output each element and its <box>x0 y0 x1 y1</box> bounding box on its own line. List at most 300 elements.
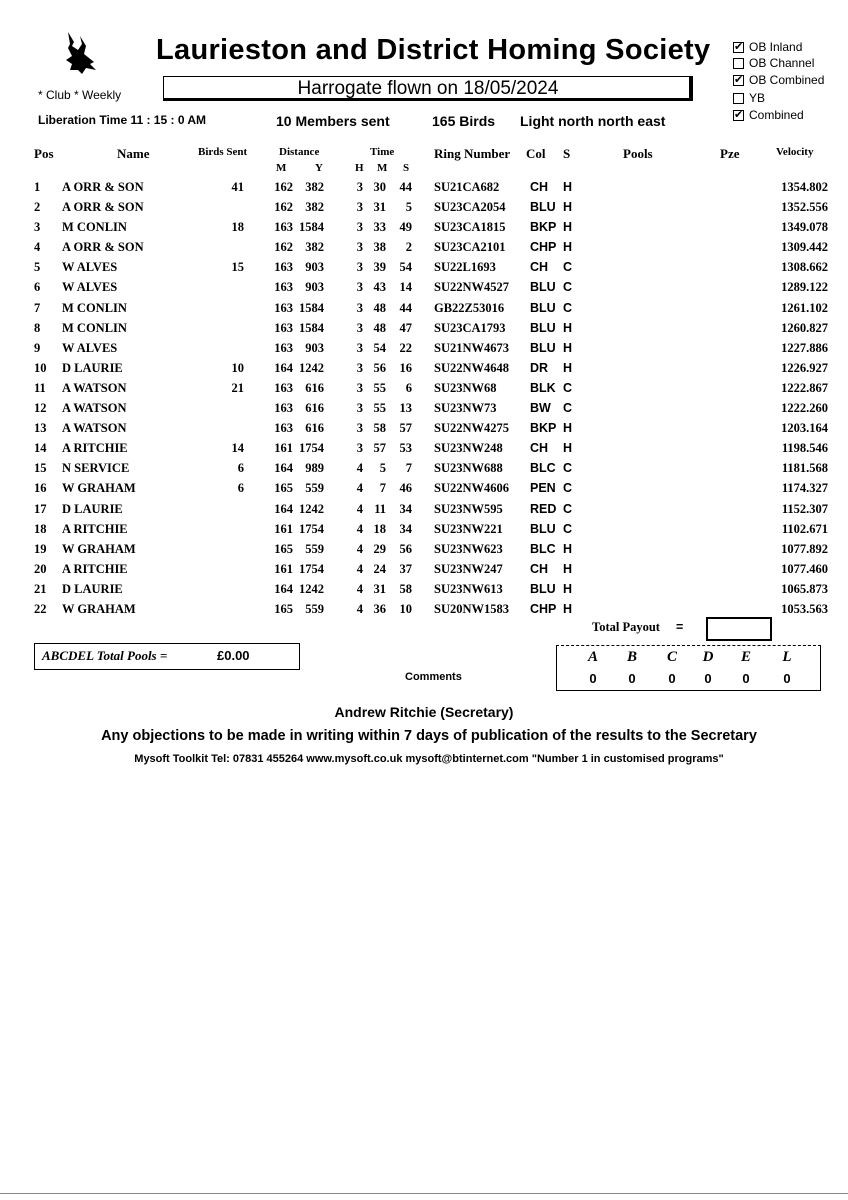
table-row <box>0 178 848 198</box>
row-time-seconds: 53 <box>399 441 412 456</box>
table-row <box>0 419 848 439</box>
table-row <box>0 258 848 278</box>
row-distance-yards: 903 <box>305 280 324 295</box>
row-time-hours: 3 <box>356 280 363 295</box>
pool-letter: B <box>626 649 637 665</box>
row-name: W GRAHAM <box>62 601 136 616</box>
row-time-seconds: 10 <box>399 601 412 616</box>
row-colour: DR <box>530 360 549 375</box>
members-sent: 10 Members sent <box>276 113 390 129</box>
row-name: A ORR & SON <box>62 180 144 194</box>
row-pos: 22 <box>34 601 47 616</box>
row-sex: H <box>563 421 573 436</box>
row-colour: CH <box>530 441 549 456</box>
row-colour: RED <box>530 501 557 516</box>
row-distance-yards: 1584 <box>299 320 324 335</box>
row-time-minutes: 5 <box>379 461 386 476</box>
option-ob-combined[interactable] <box>733 73 824 87</box>
row-sex: C <box>563 380 573 395</box>
row-time-hours: 4 <box>356 481 363 496</box>
row-time-hours: 3 <box>356 320 363 335</box>
row-pos: 1 <box>34 180 41 194</box>
row-distance-yards: 1754 <box>299 561 324 576</box>
row-distance-yards: 382 <box>305 200 324 215</box>
row-distance-yards: 616 <box>305 380 324 395</box>
wind-conditions: Light north north east <box>520 113 666 129</box>
row-time-minutes: 57 <box>373 441 386 456</box>
row-colour: BW <box>530 401 551 416</box>
table-row <box>0 359 848 379</box>
birds-count: 165 Birds <box>432 113 496 129</box>
row-distance-miles: 163 <box>274 320 293 335</box>
col-header-time-h: H <box>355 162 364 174</box>
row-time-minutes: 7 <box>379 481 386 496</box>
row-colour: BLU <box>530 200 556 215</box>
row-pos: 7 <box>34 300 41 315</box>
table-row <box>0 439 848 459</box>
row-distance-miles: 162 <box>274 180 293 194</box>
row-colour: BLU <box>530 280 556 295</box>
page-bottom-rule <box>0 1193 848 1194</box>
row-velocity: 1174.327 <box>781 481 828 496</box>
row-colour: CHP <box>530 601 557 616</box>
row-time-minutes: 29 <box>373 541 386 556</box>
row-velocity: 1308.662 <box>781 260 828 275</box>
option-ob-inland[interactable] <box>733 40 802 54</box>
checkmark-icon: ✔ <box>734 40 744 53</box>
row-velocity: 1227.886 <box>781 340 828 355</box>
row-ring-number: SU23NW247 <box>434 561 503 576</box>
row-name: A RITCHIE <box>62 441 128 456</box>
row-pos: 12 <box>34 401 47 416</box>
row-name: W ALVES <box>62 260 118 275</box>
row-time-seconds: 46 <box>399 481 412 496</box>
row-time-minutes: 48 <box>373 300 386 315</box>
pigeon-logo-icon <box>60 30 102 76</box>
row-sex: C <box>563 481 573 496</box>
row-velocity: 1077.892 <box>781 541 828 556</box>
row-name: A RITCHIE <box>62 561 128 576</box>
pool-letter: E <box>740 649 751 665</box>
row-distance-miles: 163 <box>274 340 293 355</box>
table-row <box>0 479 848 499</box>
row-time-hours: 4 <box>356 601 363 616</box>
row-pos: 20 <box>34 561 47 576</box>
option-ob-channel[interactable] <box>733 56 814 70</box>
row-time-seconds: 58 <box>399 581 412 596</box>
row-colour: BLU <box>530 521 556 536</box>
col-header-distance: Distance <box>279 146 320 158</box>
pool-value: 0 <box>589 671 597 686</box>
row-distance-miles: 164 <box>274 461 293 476</box>
row-ring-number: SU23CA2054 <box>434 200 506 215</box>
row-name: A ORR & SON <box>62 240 144 255</box>
row-sex: H <box>563 220 573 235</box>
row-time-minutes: 39 <box>373 260 386 275</box>
row-sex: H <box>563 200 573 215</box>
table-row <box>0 299 848 319</box>
checkbox-icon[interactable] <box>733 110 744 121</box>
table-row <box>0 218 848 238</box>
row-distance-miles: 163 <box>274 421 293 436</box>
row-colour: CH <box>530 260 549 275</box>
option-label: Combined <box>749 108 804 122</box>
checkbox-icon[interactable] <box>733 58 744 69</box>
total-pools-label: ABCDEL Total Pools = <box>42 648 168 663</box>
col-header-distance-y: Y <box>315 162 323 174</box>
pool-value: 0 <box>668 671 676 686</box>
checkbox-icon[interactable] <box>733 75 744 86</box>
row-time-hours: 3 <box>356 380 363 395</box>
row-time-minutes: 31 <box>373 200 386 215</box>
row-time-minutes: 38 <box>373 240 386 255</box>
table-row <box>0 379 848 399</box>
row-distance-yards: 1584 <box>299 220 324 235</box>
row-velocity: 1053.563 <box>781 601 828 616</box>
row-distance-yards: 382 <box>305 240 324 255</box>
row-pos: 10 <box>34 360 47 375</box>
row-time-minutes: 55 <box>373 380 386 395</box>
checkbox-icon[interactable] <box>733 42 744 53</box>
row-birds-sent: 18 <box>231 220 244 235</box>
table-row <box>0 540 848 560</box>
row-distance-miles: 163 <box>274 220 293 235</box>
row-time-seconds: 56 <box>399 541 412 556</box>
row-distance-yards: 1242 <box>299 360 324 375</box>
club-weekly-label: * Club * Weekly <box>38 88 122 102</box>
page-title: Laurieston and District Homing Society <box>156 34 711 66</box>
row-colour: BLU <box>530 581 556 596</box>
row-time-hours: 3 <box>356 401 363 416</box>
total-payout-box <box>706 617 772 641</box>
row-ring-number: SU23NW73 <box>434 401 497 416</box>
row-pos: 16 <box>34 481 47 496</box>
row-ring-number: SU20NW1583 <box>434 601 510 616</box>
col-header-time-m: M <box>377 162 388 174</box>
row-velocity: 1289.122 <box>781 280 828 295</box>
row-colour: BKP <box>530 421 557 436</box>
row-distance-yards: 559 <box>305 601 324 616</box>
row-ring-number: SU23NW595 <box>434 501 503 516</box>
row-time-hours: 4 <box>356 501 363 516</box>
comments-label: Comments <box>405 671 462 683</box>
option-label: OB Inland <box>749 40 803 54</box>
checkbox-icon[interactable] <box>733 93 744 104</box>
row-time-minutes: 54 <box>373 340 386 355</box>
row-velocity: 1349.078 <box>781 220 828 235</box>
col-header-name: Name <box>117 146 150 161</box>
row-sex: C <box>563 280 573 295</box>
row-birds-sent: 6 <box>237 461 244 476</box>
row-time-seconds: 34 <box>399 501 412 516</box>
table-row <box>0 319 848 339</box>
option-label: OB Channel <box>749 56 815 70</box>
col-header-time-s: S <box>403 162 410 174</box>
row-distance-miles: 163 <box>274 260 293 275</box>
row-colour: CH <box>530 180 549 194</box>
row-time-hours: 3 <box>356 360 363 375</box>
row-time-hours: 3 <box>356 220 363 235</box>
row-name: D LAURIE <box>62 360 123 375</box>
row-sex: C <box>563 501 573 516</box>
row-distance-yards: 616 <box>305 421 324 436</box>
row-sex: C <box>563 300 573 315</box>
pool-value: 0 <box>628 671 636 686</box>
row-pos: 6 <box>34 280 41 295</box>
row-pos: 3 <box>34 220 41 235</box>
results-table <box>0 178 848 620</box>
row-name: M CONLIN <box>62 300 127 315</box>
col-header-birds-sent: Birds Sent <box>198 146 248 158</box>
row-velocity: 1222.867 <box>781 380 828 395</box>
row-colour: CHP <box>530 240 557 255</box>
row-pos: 5 <box>34 260 41 275</box>
option-label: YB <box>749 91 766 105</box>
row-velocity: 1354.802 <box>781 180 828 194</box>
row-name: N SERVICE <box>62 461 130 476</box>
pool-value: 0 <box>742 671 750 686</box>
row-distance-miles: 163 <box>274 380 293 395</box>
row-distance-miles: 164 <box>274 501 293 516</box>
row-time-hours: 3 <box>356 340 363 355</box>
row-pos: 9 <box>34 340 41 355</box>
row-sex: C <box>563 401 573 416</box>
row-distance-miles: 161 <box>274 521 293 536</box>
row-velocity: 1198.546 <box>781 441 828 456</box>
row-ring-number: SU22NW4606 <box>434 481 510 496</box>
table-row <box>0 399 848 419</box>
total-pools-value: £0.00 <box>217 648 250 663</box>
row-ring-number: SU23CA1815 <box>434 220 506 235</box>
col-header-sex: S <box>563 146 571 161</box>
row-time-minutes: 55 <box>373 401 386 416</box>
row-distance-miles: 162 <box>274 240 293 255</box>
row-time-seconds: 37 <box>399 561 412 576</box>
row-distance-yards: 382 <box>305 180 324 194</box>
row-velocity: 1152.307 <box>781 501 828 516</box>
row-ring-number: GB22Z53016 <box>434 300 505 315</box>
row-ring-number: SU23CA2101 <box>434 240 506 255</box>
col-header-time: Time <box>370 146 395 158</box>
row-name: M CONLIN <box>62 320 127 335</box>
row-pos: 2 <box>34 200 41 215</box>
row-sex: H <box>563 541 573 556</box>
row-velocity: 1065.873 <box>781 581 828 596</box>
row-pos: 4 <box>34 240 41 255</box>
row-time-seconds: 7 <box>405 461 412 476</box>
pool-letter: A <box>587 649 598 665</box>
row-distance-yards: 1754 <box>299 441 324 456</box>
table-row <box>0 459 848 479</box>
row-name: W ALVES <box>62 340 118 355</box>
row-time-hours: 3 <box>356 421 363 436</box>
row-colour: BLU <box>530 340 556 355</box>
table-row <box>0 560 848 580</box>
row-time-hours: 4 <box>356 521 363 536</box>
row-time-hours: 3 <box>356 180 363 194</box>
row-sex: H <box>563 601 573 616</box>
row-time-minutes: 31 <box>373 581 386 596</box>
table-row <box>0 198 848 218</box>
col-header-pools: Pools <box>623 146 653 161</box>
row-distance-miles: 161 <box>274 561 293 576</box>
row-velocity: 1181.568 <box>781 461 828 476</box>
row-sex: C <box>563 461 573 476</box>
option-combined[interactable] <box>733 108 804 122</box>
row-time-minutes: 36 <box>373 601 386 616</box>
row-ring-number: SU23NW248 <box>434 441 503 456</box>
option-yb[interactable] <box>733 91 765 105</box>
col-header-pos: Pos <box>34 146 54 161</box>
row-distance-miles: 163 <box>274 401 293 416</box>
row-time-seconds: 13 <box>399 401 412 416</box>
col-header-velocity: Velocity <box>776 146 814 158</box>
row-distance-yards: 989 <box>305 461 324 476</box>
row-pos: 17 <box>34 501 47 516</box>
row-birds-sent: 21 <box>231 380 244 395</box>
row-name: A WATSON <box>62 401 127 416</box>
row-time-seconds: 34 <box>399 521 412 536</box>
row-distance-miles: 164 <box>274 360 293 375</box>
row-distance-miles: 161 <box>274 441 293 456</box>
row-distance-yards: 616 <box>305 401 324 416</box>
row-pos: 11 <box>34 380 46 395</box>
row-ring-number: SU23NW221 <box>434 521 503 536</box>
col-header-pze: Pze <box>720 146 740 161</box>
row-distance-yards: 559 <box>305 481 324 496</box>
table-row <box>0 238 848 258</box>
row-name: W GRAHAM <box>62 481 136 496</box>
row-time-hours: 3 <box>356 441 363 456</box>
table-row <box>0 278 848 298</box>
row-distance-yards: 1242 <box>299 501 324 516</box>
row-velocity: 1352.556 <box>781 200 828 215</box>
row-colour: PEN <box>530 481 556 496</box>
row-time-seconds: 16 <box>399 360 412 375</box>
row-time-hours: 4 <box>356 561 363 576</box>
table-row <box>0 339 848 359</box>
row-colour: BLU <box>530 320 556 335</box>
row-sex: C <box>563 260 573 275</box>
row-colour: BKP <box>530 220 557 235</box>
row-ring-number: SU23NW613 <box>434 581 503 596</box>
row-velocity: 1102.671 <box>781 521 828 536</box>
row-name: W GRAHAM <box>62 541 136 556</box>
row-distance-yards: 1584 <box>299 300 324 315</box>
row-distance-miles: 165 <box>274 541 293 556</box>
row-time-seconds: 5 <box>405 200 412 215</box>
row-distance-yards: 903 <box>305 340 324 355</box>
row-velocity: 1222.260 <box>781 401 828 416</box>
row-sex: H <box>563 340 573 355</box>
row-distance-yards: 903 <box>305 260 324 275</box>
total-payout-label: Total Payout <box>592 620 660 634</box>
row-time-minutes: 48 <box>373 320 386 335</box>
row-sex: H <box>563 360 573 375</box>
col-header-ring: Ring Number <box>434 146 511 161</box>
row-name: A WATSON <box>62 421 127 436</box>
row-time-seconds: 2 <box>405 240 412 255</box>
row-time-hours: 4 <box>356 461 363 476</box>
row-velocity: 1309.442 <box>781 240 828 255</box>
row-time-minutes: 43 <box>373 280 386 295</box>
pool-value: 0 <box>783 671 791 686</box>
row-pos: 8 <box>34 320 41 335</box>
row-time-hours: 4 <box>356 581 363 596</box>
row-ring-number: SU23NW688 <box>434 461 503 476</box>
pool-letter: D <box>702 649 714 665</box>
row-time-minutes: 18 <box>373 521 386 536</box>
row-name: D LAURIE <box>62 501 123 516</box>
checkmark-icon: ✔ <box>734 73 744 86</box>
row-time-minutes: 11 <box>374 501 386 516</box>
row-birds-sent: 14 <box>231 441 244 456</box>
row-sex: H <box>563 180 573 194</box>
row-ring-number: SU23NW623 <box>434 541 503 556</box>
row-velocity: 1261.102 <box>781 300 828 315</box>
row-time-minutes: 30 <box>373 180 386 194</box>
row-time-seconds: 22 <box>399 340 412 355</box>
table-row <box>0 580 848 600</box>
row-distance-miles: 163 <box>274 280 293 295</box>
row-time-seconds: 14 <box>399 280 412 295</box>
row-colour: BLC <box>530 541 556 556</box>
row-name: A ORR & SON <box>62 200 144 215</box>
row-time-hours: 3 <box>356 200 363 215</box>
row-sex: H <box>563 561 573 576</box>
row-velocity: 1226.927 <box>781 360 828 375</box>
row-name: A WATSON <box>62 380 127 395</box>
row-birds-sent: 15 <box>231 260 244 275</box>
row-velocity: 1077.460 <box>781 561 828 576</box>
row-pos: 18 <box>34 521 47 536</box>
row-ring-number: SU23NW68 <box>434 380 497 395</box>
row-distance-yards: 1242 <box>299 581 324 596</box>
row-pos: 21 <box>34 581 47 596</box>
row-time-seconds: 6 <box>405 380 412 395</box>
race-title: Harrogate flown on 18/05/2024 <box>297 78 559 99</box>
row-time-hours: 4 <box>356 541 363 556</box>
col-header-distance-m: M <box>276 162 287 174</box>
row-distance-miles: 164 <box>274 581 293 596</box>
row-time-seconds: 44 <box>399 180 412 194</box>
row-birds-sent: 41 <box>231 180 244 194</box>
pool-letter: C <box>666 649 677 665</box>
row-time-minutes: 58 <box>373 421 386 436</box>
row-name: M CONLIN <box>62 220 127 235</box>
row-ring-number: SU22NW4648 <box>434 360 510 375</box>
row-time-minutes: 33 <box>373 220 386 235</box>
row-sex: H <box>563 320 573 335</box>
row-pos: 19 <box>34 541 47 556</box>
row-birds-sent: 10 <box>231 360 244 375</box>
footer-contact: Mysoft Toolkit Tel: 07831 455264 www.mysoft.co.uk mysoft@btinternet.com "Number 1 in customised programs" <box>134 753 724 765</box>
row-ring-number: SU22NW4275 <box>434 421 510 436</box>
row-colour: BLU <box>530 300 556 315</box>
option-label: OB Combined <box>749 73 825 87</box>
row-sex: H <box>563 581 573 596</box>
row-time-hours: 3 <box>356 300 363 315</box>
objections-notice: Any objections to be made in writing within 7 days of publication of the results to the Secretary <box>101 728 757 744</box>
row-time-seconds: 57 <box>399 421 412 436</box>
row-time-seconds: 44 <box>399 300 412 315</box>
row-time-minutes: 56 <box>373 360 386 375</box>
row-name: D LAURIE <box>62 581 123 596</box>
row-sex: H <box>563 240 573 255</box>
row-distance-miles: 165 <box>274 481 293 496</box>
row-velocity: 1203.164 <box>781 421 828 436</box>
row-name: A RITCHIE <box>62 521 128 536</box>
